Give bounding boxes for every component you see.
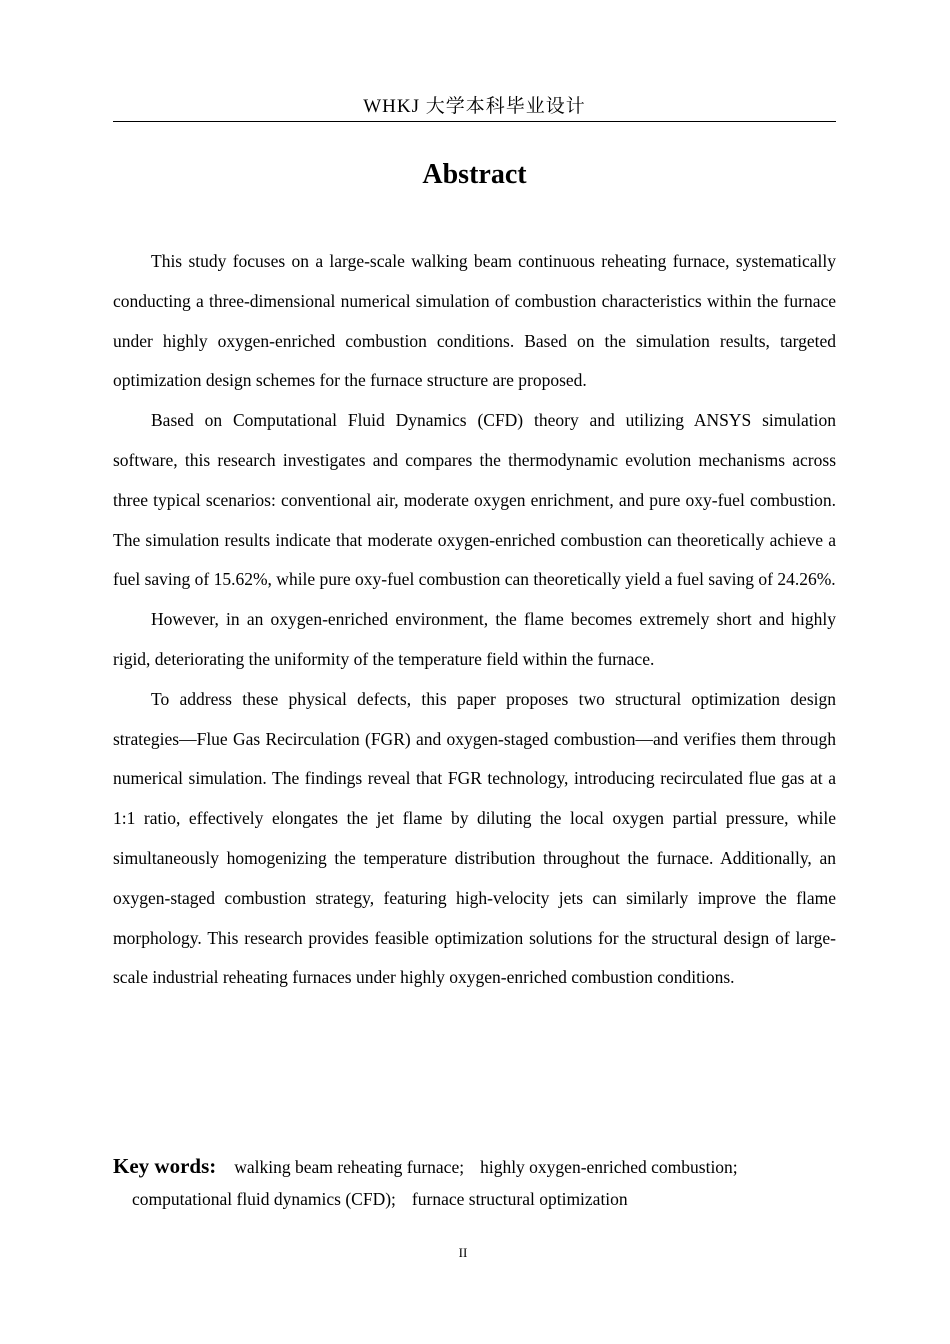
keyword-item: highly oxygen-enriched combustion;: [480, 1157, 738, 1177]
keywords-block: [113, 1150, 836, 1215]
keywords-label: Key words:: [113, 1154, 217, 1178]
abstract-body: [113, 242, 836, 998]
header-rule: [113, 121, 836, 122]
abstract-paragraph-1: This study focuses on a large-scale walking beam continuous reheating furnace, systematically conducting a three-dimensional numerical simulation of combustion characteristics within the furnace under highly oxygen-enriched combustion conditions. Based on the simulation results, targeted optimization design schemes for the furnace structure are proposed.: [113, 251, 836, 391]
keyword-item: walking beam reheating furnace;: [234, 1157, 465, 1177]
page-number: II: [458, 1245, 468, 1260]
keywords-line-2: [113, 1183, 836, 1215]
page-title: Abstract: [422, 159, 527, 190]
running-header: WHKJ 大学本科毕业设计: [363, 96, 586, 117]
abstract-paragraph-4: To address these physical defects, this paper proposes two structural optimization design strategies—Flue Gas Recirculation (FGR) and oxygen-staged combustion—and verifies them through numerical simulation. The findings reveal that FGR technology, introducing recirculated flue gas at a 1:1 ratio, effectively elongates the jet flame by diluting the local oxygen partial pressure, while simultaneously homogenizing the temperature distribution throughout the furnace. Additionally, an oxygen-staged combustion strategy, featuring high-velocity jets can similarly improve the flame morphology. This research provides feasible optimization solutions for the structural design of large-scale industrial reheating furnaces under highly oxygen-enriched combustion conditions.: [113, 688, 836, 988]
abstract-paragraph-3: However, in an oxygen-enriched environment, the flame becomes extremely short and highly rigid, deteriorating the uniformity of the temperature field within the furnace.: [113, 609, 836, 669]
keyword-item: computational fluid dynamics (CFD);: [132, 1189, 396, 1209]
abstract-paragraph-2: Based on Computational Fluid Dynamics (CFD) theory and utilizing ANSYS simulation software, this research investigates and compares the thermodynamic evolution mechanisms across three typical scenarios: conventional air, moderate oxygen enrichment, and pure oxy-fuel combustion. The simulation results indicate that moderate oxygen-enriched combustion can theoretically achieve a fuel saving of 15.62%, while pure oxy-fuel combustion can theoretically yield a fuel saving of 24.26%.: [113, 410, 836, 590]
keyword-item: furnace structural optimization: [411, 1189, 628, 1209]
keywords-line-1: [113, 1150, 836, 1183]
